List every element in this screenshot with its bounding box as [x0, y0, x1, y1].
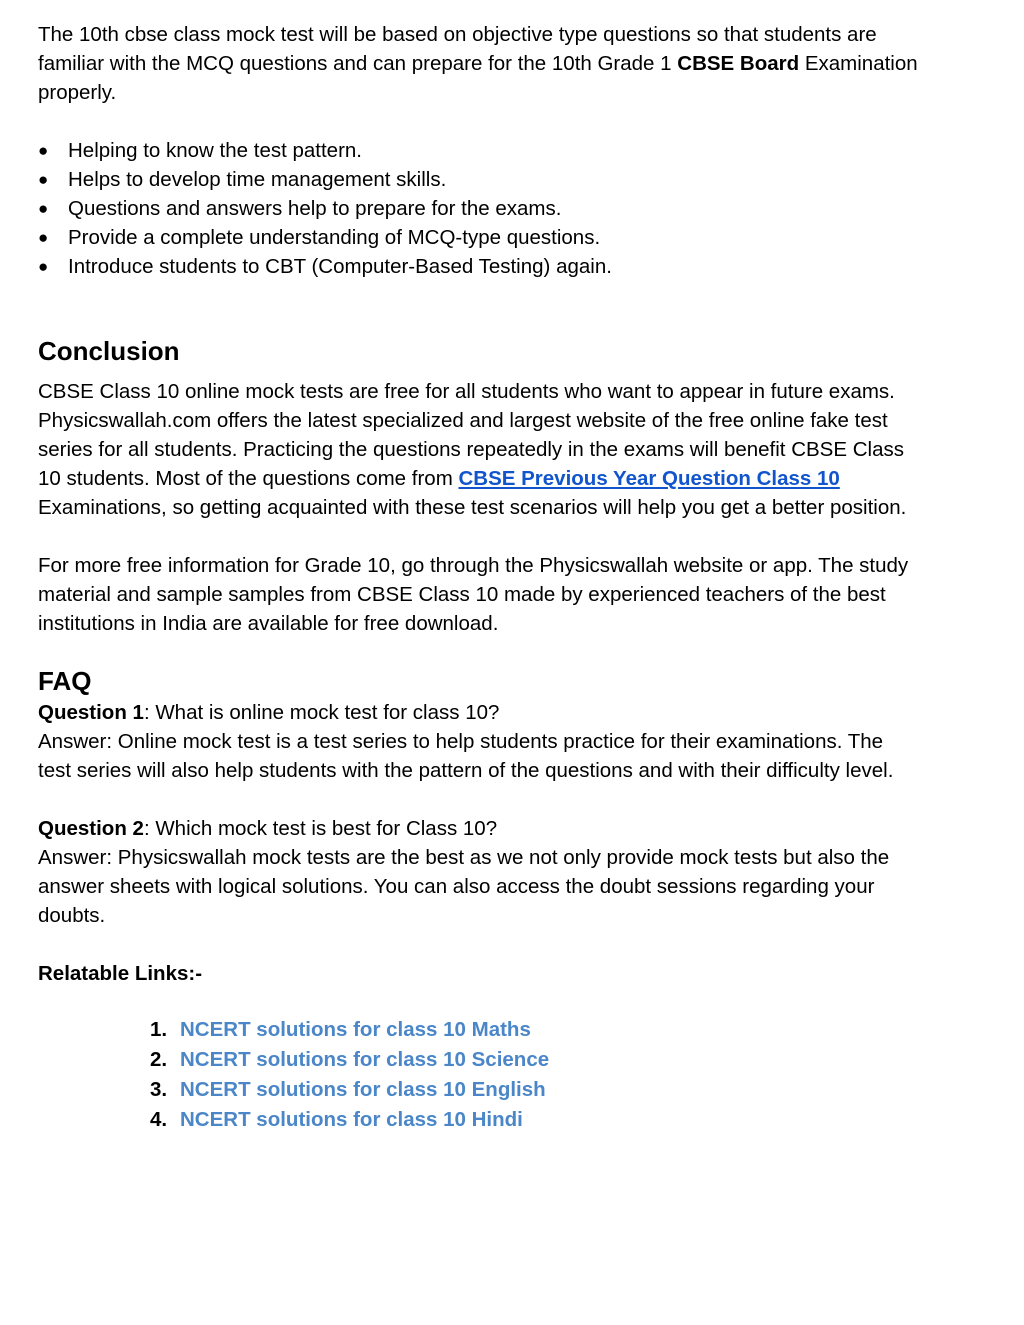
document-page: [38, 20, 918, 1135]
bullet-icon: ●: [38, 199, 49, 218]
intro-text-1: The 10th cbse class mock test will be based on objective type questions so that students are familiar with the MCQ questions and can prepare for the 10th Grade 1: [38, 23, 877, 75]
list-item: [38, 194, 918, 223]
faq-heading: FAQ: [38, 666, 92, 696]
benefits-list: [38, 136, 918, 281]
list-item-text: Questions and answers help to prepare for the exams.: [68, 197, 562, 220]
faq-question-1: [38, 698, 918, 727]
list-item: [38, 223, 918, 252]
list-number: 2.: [150, 1048, 168, 1071]
question-text: : What is online mock test for class 10?: [143, 701, 500, 724]
bullet-icon: ●: [38, 257, 49, 276]
spacer: [38, 988, 918, 1015]
spacer: [38, 638, 918, 664]
list-item: [38, 165, 918, 194]
conclusion-paragraph-1: [38, 377, 918, 522]
intro-text-2: Examination properly.: [38, 52, 918, 104]
link-ncert-maths[interactable]: NCERT solutions for class 10 Maths: [180, 1018, 531, 1041]
list-number: 1.: [150, 1018, 168, 1041]
bullet-icon: ●: [38, 228, 49, 247]
faq-answer-1: Answer: Online mock test is a test series to help students practice for their examinations. The test series will also help students with the pattern of the questions and with their difficulty level.: [38, 730, 894, 782]
cbse-previous-year-link[interactable]: CBSE Previous Year Question Class 10: [458, 467, 840, 490]
relatable-links-heading: Relatable Links:-: [38, 962, 203, 985]
link-ncert-english[interactable]: NCERT solutions for class 10 English: [180, 1078, 546, 1101]
list-number: 3.: [150, 1078, 168, 1101]
conclusion-text-1: CBSE Class 10 online mock tests are free for all students who want to appear in future exams. Physicswallah.com offers the latest specialized and largest website of the free online fake test series for all students. Practicing the questions repeatedly in the exams will benefit CBSE Class 10 students. Most of the questions come from: [38, 380, 904, 490]
spacer: [38, 368, 918, 377]
list-item-text: Helping to know the test pattern.: [68, 139, 363, 162]
list-item-text: Introduce students to CBT (Computer-Based Testing) again.: [68, 255, 612, 278]
conclusion-heading: Conclusion: [38, 336, 180, 366]
link-ncert-science[interactable]: NCERT solutions for class 10 Science: [180, 1048, 550, 1071]
question-label: Question 2: [38, 817, 144, 840]
list-item: [150, 1105, 918, 1135]
question-label: Question 1: [38, 701, 144, 724]
conclusion-text-2: Examinations, so getting acquainted with these test scenarios will help you get a better position.: [38, 496, 907, 519]
list-item-text: Provide a complete understanding of MCQ-type questions.: [68, 226, 601, 249]
spacer: [38, 522, 918, 551]
spacer: [38, 930, 918, 959]
intro-bold-text: CBSE Board: [677, 52, 800, 75]
list-item: [38, 252, 918, 281]
faq-answer-2: Answer: Physicswallah mock tests are the best as we not only provide mock tests but also the answer sheets with logical solutions. You can also access the doubt sessions regarding your doubts.: [38, 846, 890, 927]
spacer: [38, 107, 918, 136]
spacer: [38, 785, 918, 814]
list-item: [150, 1075, 918, 1105]
intro-paragraph: [38, 20, 918, 107]
list-item-text: Helps to develop time management skills.: [68, 168, 447, 191]
faq-question-2: [38, 814, 918, 843]
spacer: [38, 281, 918, 334]
list-item: [150, 1015, 918, 1045]
bullet-icon: ●: [38, 170, 49, 189]
bullet-icon: ●: [38, 141, 49, 160]
list-item: [38, 136, 918, 165]
relatable-links-list: [38, 1015, 918, 1135]
question-text: : Which mock test is best for Class 10?: [143, 817, 498, 840]
link-ncert-hindi[interactable]: NCERT solutions for class 10 Hindi: [180, 1108, 523, 1131]
conclusion-paragraph-2: For more free information for Grade 10, go through the Physicswallah website or app. The study material and sample samples from CBSE Class 10 made by experienced teachers of the best institutions in India are available for free download.: [38, 554, 909, 635]
list-number: 4.: [150, 1108, 168, 1131]
list-item: [150, 1045, 918, 1075]
